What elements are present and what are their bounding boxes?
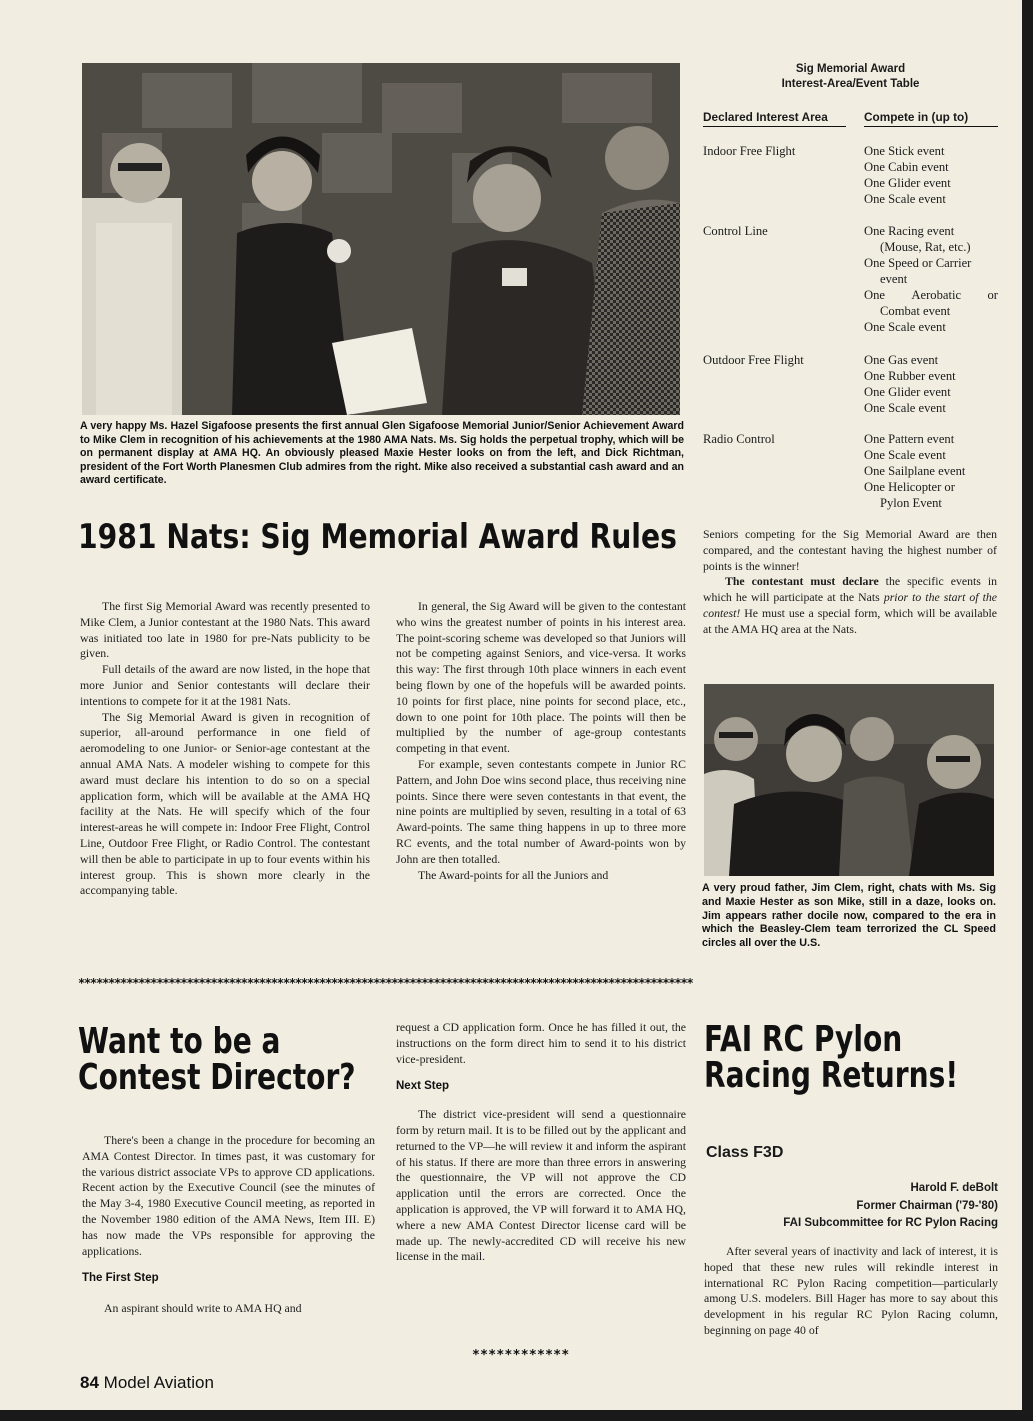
sig-article-col3: Seniors competing for the Sig Memorial Award are then compared, and the contestant having the highest number of points is the winner! The contestant must declare the specific events in which he will participate at the Nats prior to the start of the contest! He must use a special form, which will be available at the AMA HQ area at the Nats. (703, 527, 997, 636)
clem-family-photo (704, 684, 994, 876)
table-title-line2: Interest-Area/Event Table (781, 78, 920, 90)
sig-article-col2: In general, the Sig Award will be given to the contestant who wins the greatest number of points in his interest area. The point-scoring scheme was developed so that Juniors will not be competing against Seniors, and vice-versa. It works this way: The first through 10th place winners in each event being flown by one of the hopefuls will be awarded points. 10 points for first place, nine points for second place, etc., down to one point for 10th place. The points will then be multiplied by the number of age-group contestants competing in that event. For example, seven contestants compete in Junior RC Pattern, and John Doe wins second place, thus receiving nine points. Since there were seven contestants in that event, the nine points are multiplied by seven, resulting in a total of 63 Award-points. The same thing happens in up to three more RC events, and the total number of Award-points won by John are then totalled. The Award-points for all the Juniors and (396, 599, 686, 882)
award-presentation-photo (82, 63, 680, 415)
cd-article-col2: request a CD application form. Once he has filled it out, the instructions on the form direct him to send it to his district vice-president. Next Step The district vice-president will send a questionnaire form by return mail. It is to be filled out by the applicant and returned to the VP—he will review it and inform the aspirant of his status. If there are more than three errors in answering the questionnaire, the VP will not approve the CD application until the errors are corrected. Once the application is approved, the VP will forward it to AMA HQ, where a new AMA Contest Director license card will be made up. The newly-accredited CD will receive his new license in the mail. (396, 1020, 686, 1264)
cd-article-col1: There's been a change in the procedure for becoming an AMA Contest Director. In times past, it was customary for the various district associate VPs to approve CD applications. Recent action by the Executive Council (see the minutes of the May 3-4, 1980 Executive Council meeting, as reported in the November 1980 edition of the AMA News, Item III. E) has now made the VPs responsible for approving the applications. The First Step An aspirant should write to AMA HQ and (82, 1133, 375, 1316)
table-row-area: Radio Control (703, 432, 775, 446)
fai-byline: Harold F. deBolt Former Chairman ('79-'80) FAI Subcommittee for RC Pylon Racing (783, 1182, 998, 1229)
fai-article-body: After several years of inactivity and lack of interest, it is hoped that these new rules will rekindle interest in international RC Pylon Racing competition—particularly among U.S. modelers. Bill Hager has more to say about this development in his regular RC Pylon Racing column, beginning on page 40 of (704, 1244, 998, 1337)
table-row-area: Control Line (703, 224, 768, 238)
table-row-area: Outdoor Free Flight (703, 353, 804, 367)
table-header-area: Declared Interest Area (703, 110, 846, 127)
magazine-name: Model Aviation (103, 1373, 214, 1392)
table-row-events: One Stick event One Cabin event One Glider event One Scale event (864, 144, 951, 206)
event-table (703, 62, 998, 510)
page-footer (80, 1373, 214, 1393)
page-number: 84 (80, 1373, 99, 1392)
table-row-events: One Gas event One Rubber event One Glider event One Scale event (864, 353, 956, 415)
section-divider: ****************************************************************************************************** (78, 976, 693, 990)
table-title-line1: Sig Memorial Award (795, 63, 906, 75)
right-photo-caption: A very proud father, Jim Clem, right, chats with Ms. Sig and Maxie Hester as son Mike, still in a daze, looks on. Jim appears rather docile now, compared to the era in which the Beasley-Clem team terrorized the CL Speed circles all over the U.S. (702, 882, 996, 950)
top-photo-caption: A very happy Ms. Hazel Sigafoose presents the first annual Glen Sigafoose Memorial Junior/Senior Achievement Award to Mike Clem in recognition of his achievements at the 1980 AMA Nats. Ms. Sig holds the perpetual trophy, which will be on permanent display at AMA HQ. An obviously pleased Maxie Hester looks on from the left, and Dick Richtman, president of the Fort Worth Planesmen Club admires from the right. Mike also received a substantial cash award and an award certificate. (80, 420, 684, 487)
table-row-events: One Racing event (Mouse, Rat, etc.) One Speed or Carrier event One Aerobatic or Combat event One Scale event (864, 224, 998, 334)
cd-subhead-first-step: The First Step (82, 1272, 159, 1285)
table-row-area: Indoor Free Flight (703, 144, 796, 158)
sig-article-col1: The first Sig Memorial Award was recently presented to Mike Clem, a Junior contestant at the 1980 Nats. This award was initiated too late in 1980 for pre-Nats publicity to be given. Full details of the award are now listed, in the hope that more Junior and Senior contestants will declare their intentions to compete for it at the 1981 Nats. The Sig Memorial Award is given in recognition of superior, all-around performance in one field of aeromodeling to one Junior- or Senior-age contestant at the annual AMA Nats. A modeler wishing to compete for this award must declare his intention to do so on a special application form, which will be available at the AMA HQ facility at the Nats. He will specify which of the four interest-areas he will compete in: Indoor Free Flight, Control Line, Outdoor Free Flight, or Radio Control. The contestant will then be able to participate in up to four events within his interest group. This is shown more clearly in the accompanying table. (80, 599, 370, 898)
fai-class-subhead: Class F3D (706, 1144, 784, 1161)
cd-end-stars: ************ (472, 1348, 570, 1363)
table-header-events: Compete in (up to) (864, 110, 998, 127)
cd-subhead-next-step: Next Step (396, 1080, 450, 1093)
sig-article-headline: 1981 Nats: Sig Memorial Award Rules (78, 517, 677, 557)
cd-article-headline: Want to be a Contest Director? (78, 1021, 356, 1098)
table-row-events: One Pattern event One Scale event One Sailplane event One Helicopter or Pylon Event (864, 432, 966, 510)
fai-article-headline: FAI RC Pylon Racing Returns! (704, 1019, 959, 1096)
